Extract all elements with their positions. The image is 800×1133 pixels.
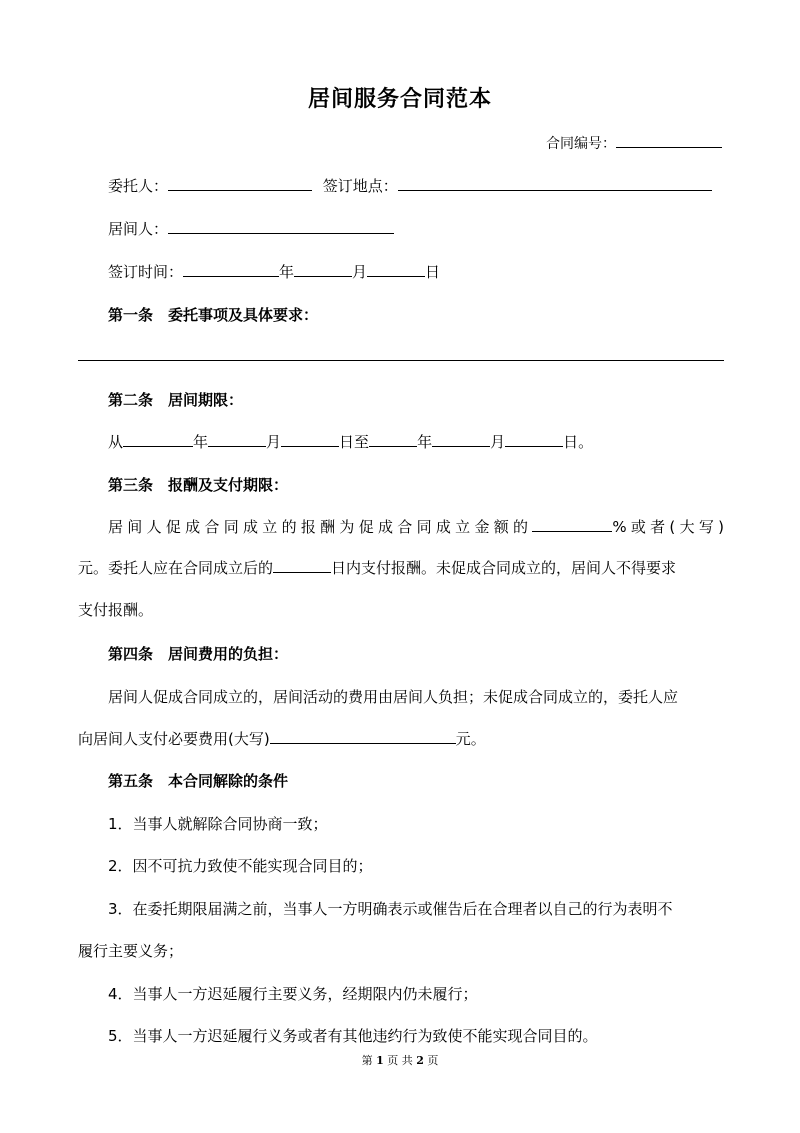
period-to-label: 日至: [339, 433, 370, 451]
client-label: 委托人：: [108, 177, 169, 195]
start-year-blank[interactable]: [123, 432, 193, 447]
sign-time-row: [108, 261, 440, 282]
commission-percent-blank[interactable]: [532, 517, 612, 532]
start-year-unit: 年: [193, 433, 209, 451]
footer-mid: 页 共: [387, 1054, 413, 1067]
sign-place-label: 签订地点：: [322, 177, 398, 195]
sign-time-label: 签订时间：: [108, 263, 184, 281]
sign-month-blank[interactable]: [294, 262, 352, 277]
client-blank[interactable]: [168, 176, 312, 191]
article-5-item-4: 4．当事人一方迟延履行主要义务，经期限内仍未履行；: [108, 985, 478, 1003]
footer-total-pages: 2: [416, 1054, 424, 1067]
year-unit: 年: [279, 263, 295, 281]
article-3-heading: 第三条 报酬及支付期限：: [108, 476, 289, 494]
end-month-unit: 月: [490, 433, 506, 451]
article-3-text-b: %或者(大写): [612, 518, 724, 536]
article-5-heading: 第五条 本合同解除的条件: [108, 772, 289, 790]
article-5-item-1: 1．当事人就解除合同协商一致；: [108, 815, 328, 833]
start-day-blank[interactable]: [281, 432, 339, 447]
contract-number-row: [546, 133, 722, 153]
expense-amount-blank[interactable]: [270, 729, 456, 744]
article-3-text-d: 日内支付报酬。未促成合同成立的，居间人不得要求: [331, 559, 677, 577]
start-month-blank[interactable]: [208, 432, 266, 447]
article-5-item-5: 5．当事人一方迟延履行义务或者有其他违约行为致使不能实现合同目的。: [108, 1027, 598, 1045]
article-3-text-a: 居间人促成合同成立的报酬为促成合同成立金额的: [108, 518, 533, 536]
sign-day-blank[interactable]: [367, 262, 425, 277]
footer-suffix: 页: [427, 1054, 439, 1067]
article-5-item-2: 2．因不可抗力致使不能实现合同目的；: [108, 857, 373, 875]
article-1-heading: 第一条 委托事项及具体要求：: [108, 306, 319, 324]
end-day-blank[interactable]: [505, 432, 563, 447]
article-5-item-3-line-2: 履行主要义务；: [78, 942, 184, 960]
end-year-unit: 年: [417, 433, 433, 451]
month-unit: 月: [352, 263, 368, 281]
article-1-blank-line[interactable]: [78, 360, 724, 361]
article-2-heading: 第二条 居间期限：: [108, 391, 244, 409]
page-footer: [0, 1052, 800, 1068]
document-title: 居间服务合同范本: [307, 87, 492, 112]
article-4-para-line-1: 居间人促成合同成立的，居间活动的费用由居间人负担；未促成合同成立的，委托人应: [108, 688, 679, 706]
article-3-para-line-3: 支付报酬。: [78, 601, 154, 619]
footer-prefix: 第: [361, 1054, 373, 1067]
sign-place-blank[interactable]: [398, 176, 712, 191]
start-month-unit: 月: [266, 433, 282, 451]
article-3-para-line-2: [78, 557, 724, 578]
article-2-period-row: [108, 431, 593, 452]
article-4-text-b: 元。: [455, 730, 486, 748]
broker-blank[interactable]: [168, 219, 394, 234]
footer-current-page: 1: [376, 1054, 384, 1067]
article-3-text-c: 元。委托人应在合同成立后的: [78, 559, 274, 577]
article-4-heading: 第四条 居间费用的负担：: [108, 645, 289, 663]
contract-number-label: 合同编号：: [546, 136, 616, 152]
broker-label: 居间人：: [108, 220, 169, 238]
day-unit: 日: [425, 263, 441, 281]
end-year-blank[interactable]: [369, 432, 417, 447]
payment-days-blank[interactable]: [273, 558, 331, 573]
sign-year-blank[interactable]: [183, 262, 279, 277]
client-row: [108, 175, 712, 196]
article-5-item-3-line-1: 3．在委托期限届满之前，当事人一方明确表示或催告后在合理者以自己的行为表明不: [108, 900, 673, 918]
contract-number-blank[interactable]: [616, 133, 722, 148]
article-4-para-line-2: [78, 728, 724, 749]
broker-row: [108, 218, 394, 239]
period-end-label: 日。: [563, 433, 594, 451]
period-from-label: 从: [108, 433, 124, 451]
article-4-text-a: 向居间人支付必要费用(大写): [78, 730, 270, 748]
article-3-para-line-1: [108, 516, 724, 537]
end-month-blank[interactable]: [432, 432, 490, 447]
